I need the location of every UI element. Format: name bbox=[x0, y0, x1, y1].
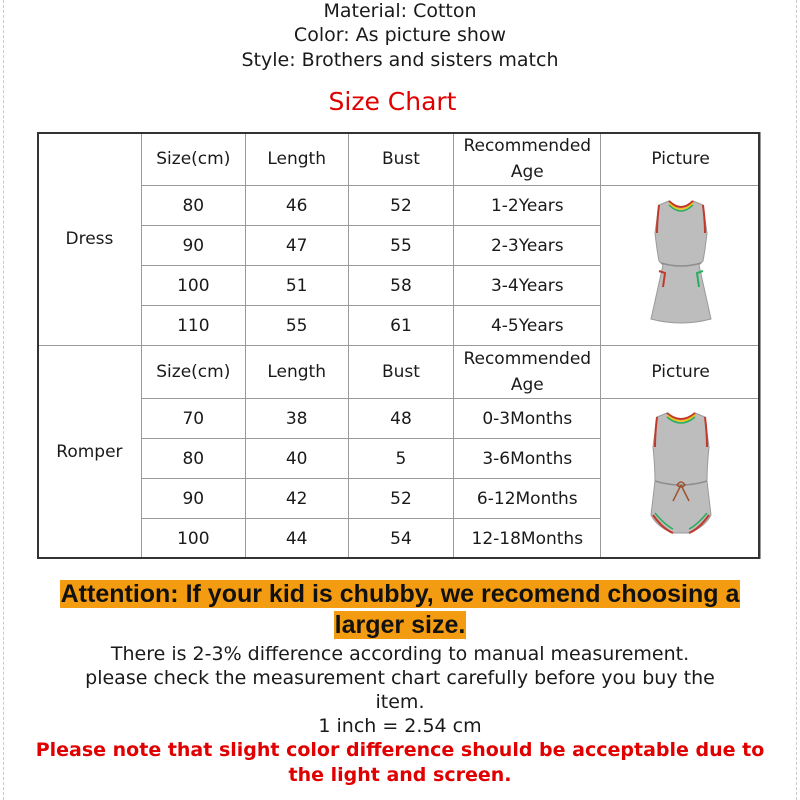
header-recommended-age: Recommended Age bbox=[454, 133, 601, 186]
measurement-difference-note: There is 2-3% difference according to manual measurement. bbox=[110, 643, 690, 665]
table-cell: 42 bbox=[245, 479, 348, 519]
inch-conversion-note: 1 inch = 2.54 cm bbox=[318, 715, 482, 737]
table-cell: 47 bbox=[245, 226, 348, 266]
table-cell: 6-12Months bbox=[454, 479, 601, 519]
attention-notice bbox=[0, 579, 800, 641]
header-length: Length bbox=[245, 346, 348, 399]
romper-picture-cell bbox=[601, 399, 761, 559]
table-cell: 55 bbox=[348, 226, 454, 266]
table-cell: 5 bbox=[348, 439, 454, 479]
color-difference-note-cont: the light and screen. bbox=[288, 764, 512, 786]
header-bust: Bust bbox=[348, 133, 454, 186]
table-cell: 55 bbox=[245, 306, 348, 346]
table-row bbox=[38, 186, 761, 226]
header-picture: Picture bbox=[601, 346, 761, 399]
header-bust: Bust bbox=[348, 346, 454, 399]
table-cell: 58 bbox=[348, 266, 454, 306]
color-difference-note: Please note that slight color difference should be acceptable due to bbox=[35, 739, 765, 761]
size-table bbox=[37, 132, 761, 559]
attention-line-2: larger size. bbox=[334, 611, 466, 639]
style-line: Style: Brothers and sisters match bbox=[241, 49, 559, 71]
table-cell: 54 bbox=[348, 519, 454, 559]
dress-image bbox=[645, 199, 717, 327]
table-cell: 44 bbox=[245, 519, 348, 559]
header-recommended-age: Recommended Age bbox=[454, 346, 601, 399]
table-cell: 80 bbox=[141, 439, 245, 479]
table-cell: 90 bbox=[141, 479, 245, 519]
table-cell: 46 bbox=[245, 186, 348, 226]
table-cell: 0-3Months bbox=[454, 399, 601, 439]
table-cell: 3-4Years bbox=[454, 266, 601, 306]
table-cell: 52 bbox=[348, 479, 454, 519]
table-cell: 12-18Months bbox=[454, 519, 601, 559]
romper-header-row bbox=[38, 346, 761, 399]
check-chart-note: please check the measurement chart carefully before you buy the bbox=[85, 667, 715, 689]
table-cell: 100 bbox=[141, 266, 245, 306]
table-cell: 100 bbox=[141, 519, 245, 559]
header-size: Size(cm) bbox=[141, 346, 245, 399]
table-cell: 48 bbox=[348, 399, 454, 439]
table-cell: 70 bbox=[141, 399, 245, 439]
romper-category-label: Romper bbox=[38, 346, 142, 559]
table-cell: 4-5Years bbox=[454, 306, 601, 346]
table-cell: 2-3Years bbox=[454, 226, 601, 266]
table-cell: 61 bbox=[348, 306, 454, 346]
header-picture: Picture bbox=[601, 133, 761, 186]
header-length: Length bbox=[245, 133, 348, 186]
color-line: Color: As picture show bbox=[293, 24, 507, 46]
romper-image bbox=[641, 411, 721, 541]
header-size: Size(cm) bbox=[141, 133, 245, 186]
attention-line-1: Attention: If your kid is chubby, we recomend choosing a bbox=[60, 580, 740, 608]
table-cell: 90 bbox=[141, 226, 245, 266]
table-cell: 3-6Months bbox=[454, 439, 601, 479]
material-line: Material: Cotton bbox=[323, 0, 477, 22]
table-cell: 52 bbox=[348, 186, 454, 226]
table-cell: 80 bbox=[141, 186, 245, 226]
table-cell: 110 bbox=[141, 306, 245, 346]
dress-picture-cell bbox=[601, 186, 761, 346]
table-cell: 1-2Years bbox=[454, 186, 601, 226]
dress-header-row bbox=[38, 133, 761, 186]
table-cell: 40 bbox=[245, 439, 348, 479]
table-cell: 51 bbox=[245, 266, 348, 306]
table-cell: 38 bbox=[245, 399, 348, 439]
dress-category-label: Dress bbox=[38, 133, 142, 346]
check-chart-note-cont: item. bbox=[375, 691, 425, 713]
table-row bbox=[38, 399, 761, 439]
size-chart-title: Size Chart bbox=[328, 87, 457, 116]
